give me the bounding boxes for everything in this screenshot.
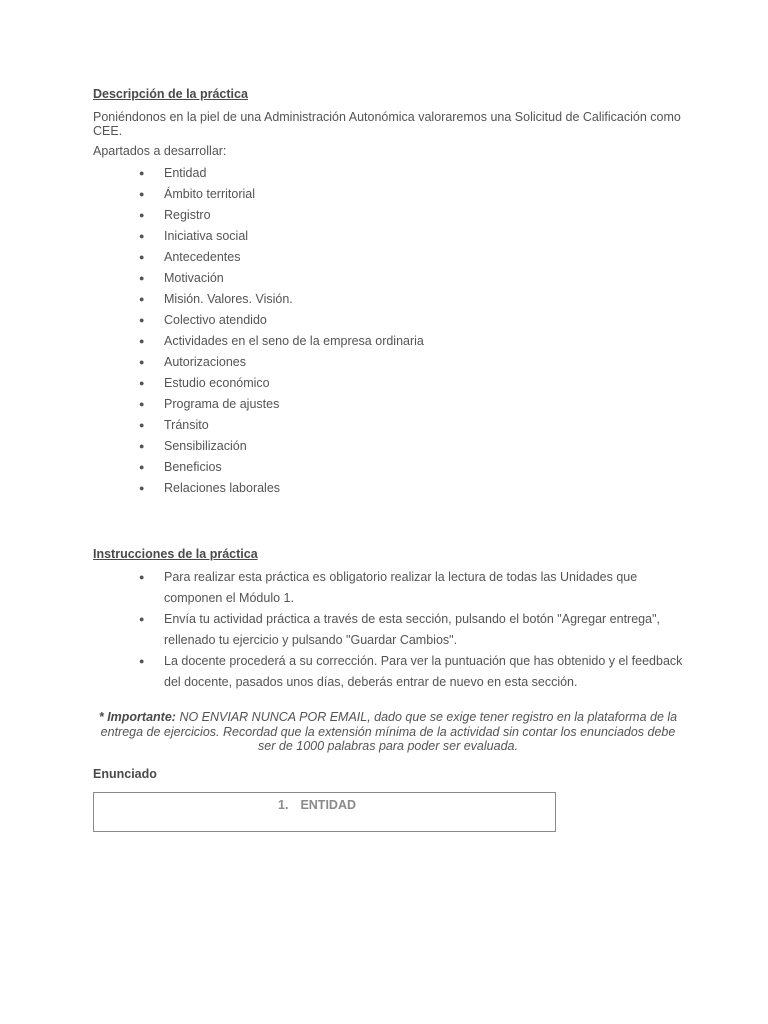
instruction-item-text: La docente procederá a su corrección. Para ver la puntuación que has obtenido y el feedback del docente, pasados unos días, deberás entrar de nuevo en esta sección. — [164, 654, 683, 689]
instructions-list — [93, 567, 683, 693]
instruction-item-text: Envía tu actividad práctica a través de esta sección, pulsando el botón "Agregar entrega", rellenado tu ejercicio y pulsando "Guardar Cambios". — [164, 612, 660, 647]
important-text: NO ENVIAR NUNCA POR EMAIL, dado que se exige tener registro en la plataforma de la entrega de ejercicios. Recordad que la extensión mínima de la actividad sin contar los enunciados debe ser de 1000 palabras para poder ser evaluada. — [100, 710, 678, 753]
bullet-icon: ● — [139, 614, 145, 624]
instruction-item — [139, 651, 683, 693]
document-page — [93, 86, 683, 832]
bullet-icon: ● — [139, 357, 145, 367]
apartado-item-text: Misión. Valores. Visión. — [164, 292, 293, 306]
apartado-item-text: Antecedentes — [164, 250, 241, 264]
enunciado-item-label: ENTIDAD — [300, 798, 356, 812]
bullet-icon: ● — [139, 656, 145, 666]
important-label: * Importante: — [98, 710, 176, 724]
apartado-item-text: Actividades en el seno de la empresa ordinaria — [164, 334, 424, 348]
description-intro: Poniéndonos en la piel de una Administración Autonómica valoraremos una Solicitud de Calificación como CEE. — [93, 110, 681, 138]
apartado-item — [139, 268, 683, 289]
apartado-item — [139, 289, 683, 310]
bullet-icon: ● — [139, 168, 145, 178]
bullet-icon: ● — [139, 294, 145, 304]
apartado-item-text: Relaciones laborales — [164, 481, 281, 495]
bullet-icon: ● — [139, 189, 145, 199]
apartado-item — [139, 373, 683, 394]
bullet-icon: ● — [139, 378, 145, 388]
apartado-item-text: Sensibilización — [164, 439, 247, 453]
apartados-label: Apartados a desarrollar: — [93, 144, 227, 158]
apartado-item — [139, 352, 683, 373]
description-heading: Descripción de la práctica — [93, 87, 248, 101]
bullet-icon: ● — [139, 252, 145, 262]
apartado-item — [139, 415, 683, 436]
apartado-item — [139, 226, 683, 247]
apartado-item-text: Registro — [164, 208, 211, 222]
apartado-item — [139, 457, 683, 478]
bullet-icon: ● — [139, 315, 145, 325]
apartado-item — [139, 205, 683, 226]
apartado-item — [139, 394, 683, 415]
apartado-item-text: Entidad — [164, 166, 207, 180]
apartado-item-text: Programa de ajustes — [164, 397, 280, 411]
apartado-item-text: Colectivo atendido — [164, 313, 267, 327]
apartado-item-text: Beneficios — [164, 460, 222, 474]
apartado-item-text: Estudio económico — [164, 376, 270, 390]
apartado-item — [139, 247, 683, 268]
apartados-list — [93, 163, 683, 499]
apartado-item-text: Autorizaciones — [164, 355, 246, 369]
apartado-item — [139, 184, 683, 205]
instructions-heading: Instrucciones de la práctica — [93, 547, 258, 561]
enunciado-heading: Enunciado — [93, 767, 157, 781]
bullet-icon: ● — [139, 483, 145, 493]
apartado-item — [139, 436, 683, 457]
apartado-item — [139, 478, 683, 499]
instruction-item-text: Para realizar esta práctica es obligatorio realizar la lectura de todas las Unidades que componen el Módulo 1. — [164, 570, 638, 605]
bullet-icon: ● — [139, 231, 145, 241]
bullet-icon: ● — [139, 462, 145, 472]
bullet-icon: ● — [139, 399, 145, 409]
apartado-item-text: Ámbito territorial — [164, 187, 255, 201]
apartado-item-text: Iniciativa social — [164, 229, 249, 243]
enunciado-item — [278, 798, 356, 812]
bullet-icon: ● — [139, 572, 145, 582]
enunciado-box — [93, 792, 556, 832]
apartado-item-text: Tránsito — [164, 418, 209, 432]
apartado-item-text: Motivación — [164, 271, 224, 285]
apartado-item — [139, 331, 683, 352]
apartado-item — [139, 310, 683, 331]
bullet-icon: ● — [139, 210, 145, 220]
bullet-icon: ● — [139, 420, 145, 430]
instruction-item — [139, 567, 683, 609]
important-note — [93, 710, 683, 754]
instruction-item — [139, 609, 683, 651]
bullet-icon: ● — [139, 441, 145, 451]
bullet-icon: ● — [139, 273, 145, 283]
enunciado-item-number: 1. — [278, 798, 289, 812]
apartado-item — [139, 163, 683, 184]
bullet-icon: ● — [139, 336, 145, 346]
